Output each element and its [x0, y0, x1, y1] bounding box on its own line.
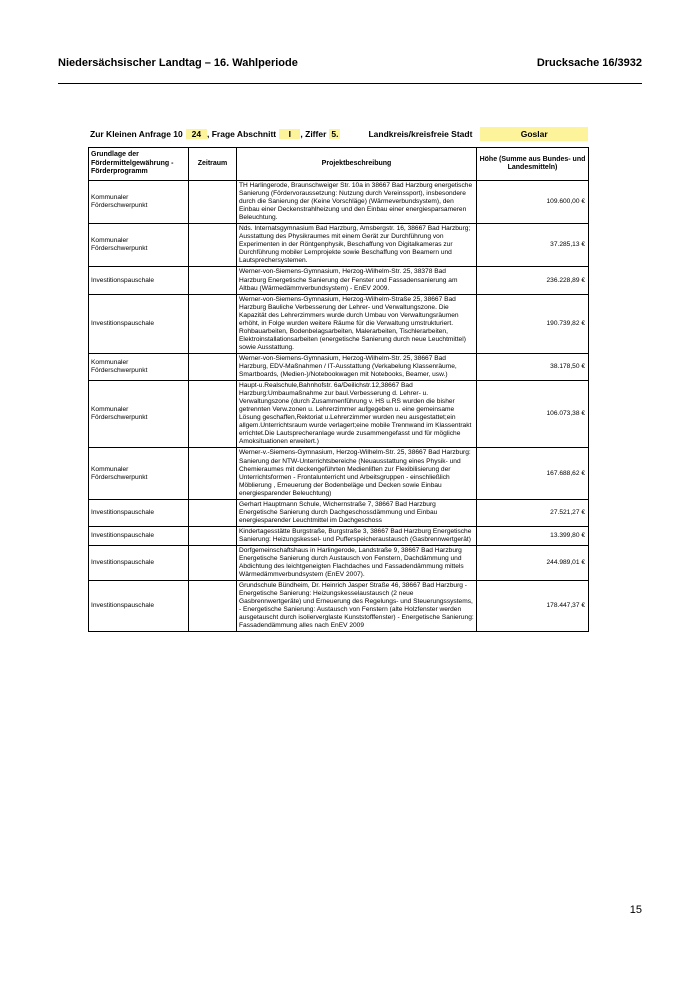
district-value: Goslar [480, 127, 588, 141]
query-label: Zur Kleinen Anfrage 10 [90, 129, 183, 139]
cell-amount: 178.447,37 € [477, 581, 589, 632]
cell-period [189, 448, 237, 499]
cell-basis: Investitionspauschale [89, 545, 189, 580]
cell-amount: 109.600,00 € [477, 181, 589, 224]
cell-basis: Investitionspauschale [89, 526, 189, 545]
page-number: 15 [629, 904, 642, 916]
table-row [89, 526, 589, 545]
cell-amount: 13.399,80 € [477, 526, 589, 545]
table-row [89, 353, 589, 380]
cell-description: Nds. Internatsgymnasium Bad Harzburg, Amsbergstr. 16, 38667 Bad Harzburg; Ausstattung des Physikraumes mit einem Gerät zur Durchführung von Experimenten in der Röntgenphysik, Beschaffung von Digitalkameras zur Durchführung mobiler Lernprojekte sowie Beschaffung von Beamern und Lautsprechersystemen. [237, 224, 477, 267]
column-header-description: Projektbeschreibung [237, 148, 477, 181]
query-reference-line [88, 127, 588, 141]
cell-basis: Kommunaler Förderschwerpunkt [89, 224, 189, 267]
cell-period [189, 545, 237, 580]
cell-basis: Investitionspauschale [89, 581, 189, 632]
table-row [89, 294, 589, 353]
table-row [89, 545, 589, 580]
cell-description: Kindertagesstätte Burgstraße, Burgstraße 3, 38667 Bad Harzburg Energetische Sanierung: Heizungskessel- und Pufferspeicheraustausch (Gasbrennwertgerät) [237, 526, 477, 545]
cell-description: Haupt-u.Realschule,Bahnhofstr. 6a/Deilichstr.12,38667 Bad Harzburg:Umbaumaßnahme zur baul.Verbesserung d. Lehrer- u. Verwaltungszone (durch Zusammenführung v. HS u.RS wurden die bisher getrennten Verw.zonen u. Lehrerzimmer aufgegeben u. eine gemeinsame Lösung geschaffen,Rektoriat u.Lehrerzimmer wurden neu ausgestattet;ein allgem.Unterrichtsraum wurde verlagert;eine mobile Trennwand im Klassentrakt errichtet.Die Lautsprecheranlage wurde zusammengefasst und für mögliche Amoksituationen erweitert.) [237, 381, 477, 448]
document-header-title: Niedersächsischer Landtag – 16. Wahlperiode [58, 57, 298, 69]
cell-description: Werner-v.-Siemens-Gymnasium, Herzog-Wilhelm-Str. 25, 38667 Bad Harzburg: Sanierung der NTW-Unterrichtsbereiche (Neuausstattung eines Physik- und Chemieraumes mit deckengeführten Medienliften zur Flexibilisierung der Unterrichtsformen - Frontalunterricht und Arbeitsgruppen - einschließlich Möblierung , Erneuerung der Bodenbeläge und Decken sowie Einbau energiesparender Beleuchtung) [237, 448, 477, 499]
table-header-row [89, 148, 589, 181]
document-number: Drucksache 16/3932 [536, 57, 642, 69]
query-section-label: , Frage Abschnitt [207, 129, 277, 139]
query-number: 24 [186, 129, 207, 139]
cell-period [189, 353, 237, 380]
cell-basis: Kommunaler Förderschwerpunkt [89, 381, 189, 448]
cell-period [189, 381, 237, 448]
table-row [89, 499, 589, 526]
cell-period [189, 526, 237, 545]
table-row [89, 267, 589, 294]
query-section: I [279, 129, 300, 139]
cell-period [189, 181, 237, 224]
cell-description: TH Harlingerode, Braunschweiger Str. 10a in 38667 Bad Harzburg energetische Sanierung (Fördervoraussetzung: Nutzung durch Vereinssport), insbesondere durch die Sanierung der (Keine Vorschläge) (Wärmeverbundsystem), den Einbau einer Deckenstrahlheizung und den Einbau einer energiesparsameren Beleuchtung. [237, 181, 477, 224]
table-row [89, 448, 589, 499]
cell-amount: 236.228,89 € [477, 267, 589, 294]
cell-amount: 244.989,01 € [477, 545, 589, 580]
header-divider [58, 83, 642, 84]
district-label: Landkreis/kreisfreie Stadt [368, 129, 473, 139]
cell-period [189, 499, 237, 526]
cell-description: Gerhart Hauptmann Schule, Wichernstraße 7, 38667 Bad Harzburg Energetische Sanierung durch Dachgeschossdämmung und Einbau energiesparender Leuchtmittel im Dachgeschoss [237, 499, 477, 526]
cell-amount: 38.178,50 € [477, 353, 589, 380]
cell-amount: 190.739,82 € [477, 294, 589, 353]
cell-basis: Kommunaler Förderschwerpunkt [89, 353, 189, 380]
cell-description: Werner-von-Siemens-Gymnasium, Herzog-Wilhelm-Str. 25, 38667 Bad Harzburg, EDV-Maßnahmen / IT-Ausstattung (Verkabelung Klassenräume, Smartboards, (Medien-)/Notebookwagen mit Notebooks, Beamer, usw.) [237, 353, 477, 380]
cell-period [189, 267, 237, 294]
cell-basis: Investitionspauschale [89, 499, 189, 526]
cell-period [189, 294, 237, 353]
cell-period [189, 224, 237, 267]
cell-basis: Investitionspauschale [89, 267, 189, 294]
cell-basis: Investitionspauschale [89, 294, 189, 353]
table-row [89, 181, 589, 224]
table-row [89, 381, 589, 448]
cell-basis: Kommunaler Förderschwerpunkt [89, 448, 189, 499]
cell-description: Werner-von-Siemens-Gymnasium, Herzog-Wilhelm-Str. 25, 38378 Bad Harzburg Energetische Sanierung der Fenster und Fassadensanierung am Altbau (Wärmedämmverbundsystem) - EnEV 2009. [237, 267, 477, 294]
cell-amount: 106.073,38 € [477, 381, 589, 448]
cell-description: Dorfgemeinschaftshaus in Harlingerode, Landstraße 9, 38667 Bad Harzburg Energetische Sanierung durch Austausch von Fenstern, Dachdämmung und Abdichtung des leichtgeneigten Flachdaches und Fassadendämmung mittels Wärmedämmverbundsystem (EnEV 2007). [237, 545, 477, 580]
cell-amount: 167.688,62 € [477, 448, 589, 499]
funding-table [88, 147, 589, 632]
cell-basis: Kommunaler Förderschwerpunkt [89, 181, 189, 224]
query-item: 5. [331, 129, 339, 139]
cell-amount: 37.285,13 € [477, 224, 589, 267]
query-item-label: , Ziffer [300, 129, 327, 139]
cell-description: Werner-von-Siemens-Gymnasium, Herzog-Wilhelm-Straße 25, 38667 Bad Harzburg Bauliche Verbesserung der Lehrer- und Verwaltungszone. Die Kapazität des Lehrerzimmers wurde durch Umbau von Verwaltungsräumen erhöht, in Folge wurden weitere Räume für die Verwaltung umstrukturiert. Rohbauarbeiten, Bodenbelagsarbeiten, Malerarbeiten, Tischlerarbeiten, Elektroinstallationsarbeiten (energetische Sanierung durch neue Leuchtmittel) sowie Ausstattung. [237, 294, 477, 353]
column-header-basis: Grundlage der Fördermittelgewährung - Förderprogramm [89, 148, 189, 181]
cell-period [189, 581, 237, 632]
column-header-amount: Höhe (Summe aus Bundes- und Landesmitteln) [477, 148, 589, 181]
cell-amount: 27.521,27 € [477, 499, 589, 526]
cell-description: Grundschule Bündheim, Dr. Heinrich Jasper Straße 46, 38667 Bad Harzburg - Energetische Sanierung: Heizungskesselaustausch (2 neue Gasbrennwertgeräte) und Erneuerung des Regelungs- und Steuerungssystems, - Energetische Sanierung: Austausch von Fenstern (alte Holzfenster werden ausgetauscht durch isolierverglaste Kunststofffenster) - Energetische Sanierung: Fassadendämmung alles nach EnEV 2009 [237, 581, 477, 632]
table-row [89, 581, 589, 632]
column-header-period: Zeitraum [189, 148, 237, 181]
table-row [89, 224, 589, 267]
